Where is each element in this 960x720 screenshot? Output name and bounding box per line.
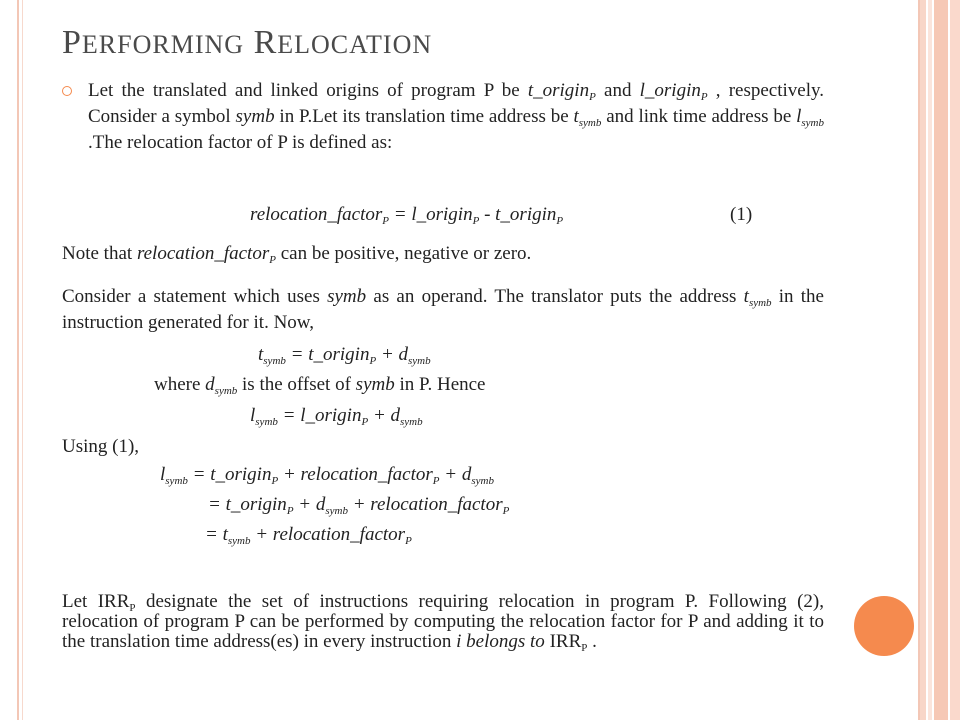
equation-6: = $t_{symb}$ + relocation_factor$_P$	[205, 524, 412, 547]
right-stripe	[950, 0, 960, 720]
equation-3: $l_{symb}$ = l_origin$_P$ + $d_{symb}$	[250, 405, 423, 428]
consider-paragraph: Consider a statement which uses symb as an operand. The translator puts the address $t_{symb}$ in the instruction generated for it. Now,	[62, 286, 824, 333]
equation-2: $t_{symb}$ = t_origin$_P$ + $d_{symb}$	[258, 344, 431, 367]
right-stripe	[920, 0, 926, 720]
right-stripe	[928, 0, 932, 720]
where-line: where $d_{symb}$ is the offset of symb in P. Hence	[154, 374, 486, 397]
using-line: Using (1),	[62, 436, 140, 457]
equation-number: (1)	[730, 204, 753, 225]
equation-4: $l_{symb}$ = t_origin$_P$ + relocation_factor$_P$ + $d_{symb}$	[160, 464, 494, 487]
right-stripe	[934, 0, 948, 720]
decorative-circle	[854, 596, 914, 656]
bullet-circle-icon	[62, 86, 72, 96]
slide-title: PERFORMING RELOCATION	[62, 24, 433, 61]
bullet-paragraph: Let the translated and linked origins of program P be t_origin$_P$ and l_origin$_P$ , respectively. Consider a symbol symb in P.Let its translation time address be $t_{symb}$ and link time address be $l_{symb}$ .The relocation factor of P is defined as:	[88, 80, 825, 153]
equation-1: relocation_factor$_P$ = l_origin$_P$ - t_origin$_P$	[250, 204, 564, 227]
note-line: Note that relocation_factor$_P$ can be positive, negative or zero.	[62, 243, 532, 266]
equation-5: = t_origin$_P$ + $d_{symb}$ + relocation_factor$_P$	[208, 494, 510, 517]
final-paragraph: Let $IRR_P$ designate the set of instructions requiring relocation in program P. Following (2), relocation of program P can be performed by computing the relocation factor for P and adding it to the translation time address(es) in every instruction i belongs to $IRR_P$ .	[62, 591, 824, 654]
